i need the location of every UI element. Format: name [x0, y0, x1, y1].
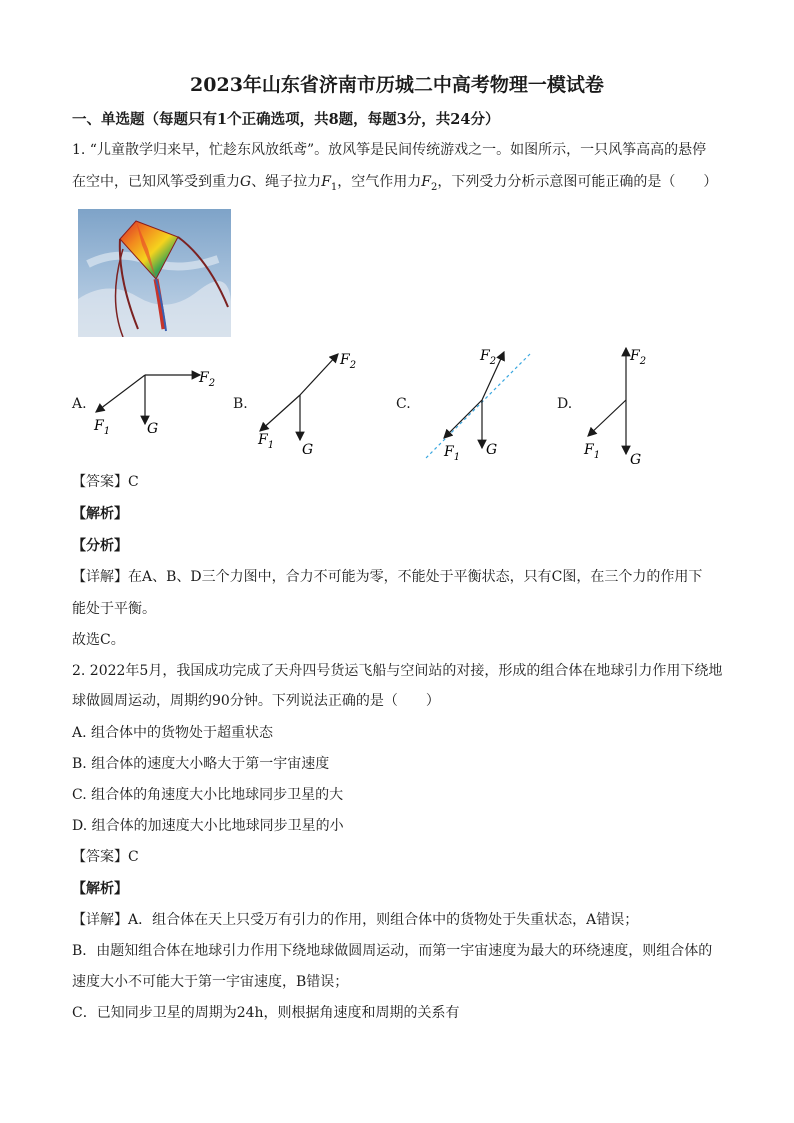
svg-text:F2: $F_2$ — [199, 370, 216, 389]
q1-detail-line2: 能处于平衡。 — [72, 601, 156, 617]
q2-stem-line1: 2. 2022年5月，我国成功完成了天舟四号货运飞船与空间站的对接，形成的组合体在地球引力作用下绕地 — [72, 663, 723, 679]
svg-text:F1: $F_1$ — [584, 442, 601, 461]
svg-text:F2: $F_2$ — [630, 348, 647, 367]
q1-option-d: D. — [557, 396, 573, 412]
svg-text:G: G — [302, 442, 314, 458]
q2-option-d: D. 组合体的加速度大小比地球同步卫星的小 — [72, 818, 344, 834]
q1-option-a: A. — [72, 396, 87, 412]
svg-text:G: G — [486, 442, 498, 458]
q2-option-c: C. 组合体的角速度大小比地球同步卫星的大 — [72, 787, 344, 803]
q1-conclusion: 故选C。 — [72, 632, 125, 648]
q2-detail-b-line1: B．由题知组合体在地球引力作用下绕地球做圆周运动，而第一宇宙速度为最大的环绕速度，则组合体的 — [72, 943, 713, 959]
force-diagram-d — [580, 342, 670, 467]
section-heading: 一、单选题（每题只有1个正确选项，共8题，每题3分，共24分） — [72, 111, 500, 128]
svg-text:F1: $F_1$ — [444, 444, 461, 463]
svg-text:F1: $F_1$ — [94, 418, 111, 437]
q1-fenxi-label: 【分析】 — [72, 538, 128, 554]
svg-text:G: G — [147, 421, 159, 437]
force-diagram-c — [420, 342, 540, 462]
q1-option-c: C. — [396, 396, 411, 412]
svg-text:G: G — [630, 452, 642, 468]
svg-text:F2: $F_2$ — [480, 348, 497, 367]
force-diagram-b — [250, 348, 370, 458]
q2-analysis-label: 【解析】 — [72, 881, 128, 897]
q1-stem-line2: 在空中，已知风筝受到重力G、绳子拉力$F_1$，空气作用力$F_2$，下列受力分析示意图可能正确的是（ ） — [72, 174, 718, 193]
kite-photo — [78, 209, 231, 337]
q2-option-a: A. 组合体中的货物处于超重状态 — [72, 725, 274, 741]
q1-detail-line1: 【详解】在A、B、D三个力图中，合力不可能为零，不能处于平衡状态，只有C图，在三个力的作用下 — [72, 569, 703, 585]
q2-stem-line2: 球做圆周运动，周期约90分钟。下列说法正确的是（ ） — [72, 693, 440, 709]
page-title: 2023年山东省济南市历城二中高考物理一模试卷 — [190, 74, 604, 96]
force-diagram-a — [88, 362, 228, 442]
q1-analysis-label: 【解析】 — [72, 506, 128, 522]
svg-text:F1: $F_1$ — [258, 432, 275, 451]
q2-answer: 【答案】C — [72, 849, 139, 865]
q1-stem-line1: 1. “儿童散学归来早，忙趁东风放纸鸢”。放风筝是民间传统游戏之一。如图所示，一只风筝高高的悬停 — [72, 142, 707, 158]
q2-detail-c: C．已知同步卫星的周期为24h，则根据角速度和周期的关系有 — [72, 1005, 460, 1021]
q2-option-b: B. 组合体的速度大小略大于第一宇宙速度 — [72, 756, 330, 772]
q2-detail-a: 【详解】A．组合体在天上只受万有引力的作用，则组合体中的货物处于失重状态，A错误； — [72, 912, 639, 928]
svg-text:F2: $F_2$ — [340, 352, 357, 371]
q2-detail-b-line2: 速度大小不可能大于第一宇宙速度，B错误； — [72, 974, 349, 990]
q1-option-b: B. — [233, 396, 248, 412]
q1-answer: 【答案】C — [72, 474, 139, 490]
